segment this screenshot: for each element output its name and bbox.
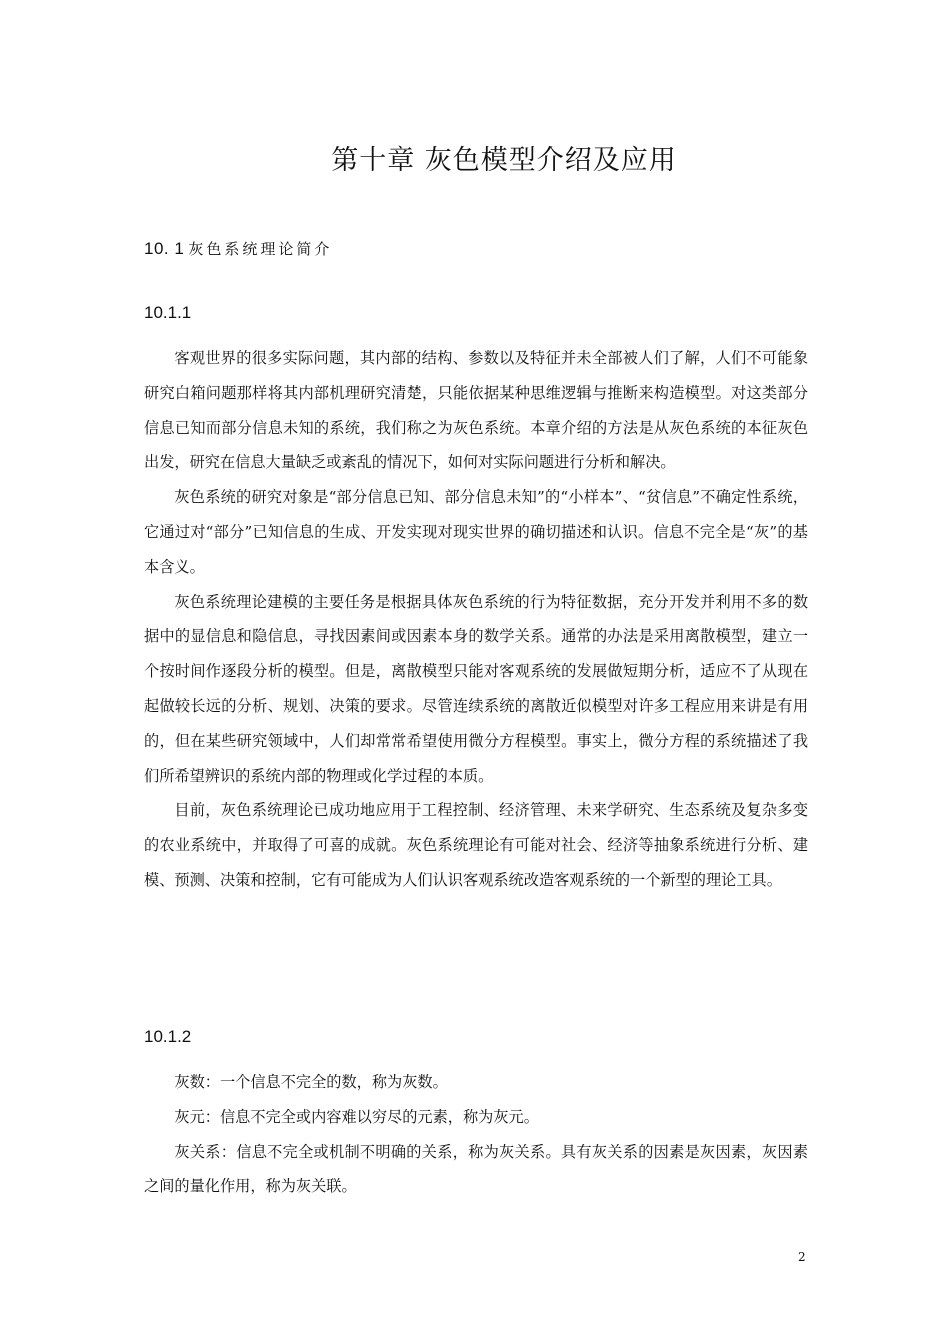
subsection-body-1	[144, 341, 808, 898]
paragraph: 客观世界的很多实际问题，其内部的结构、参数以及特征并未全部被人们了解，人们不可能象研究白箱问题那样将其内部机理研究清楚，只能依据某种思维逻辑与推断来构造模型。对这类部分信息已知而部分信息未知的系统，我们称之为灰色系统。本章介绍的方法是从灰色系统的本征灰色出发，研究在信息大量缺乏或紊乱的情况下，如何对实际问题进行分析和解决。	[144, 349, 808, 472]
section-heading	[144, 238, 332, 259]
section-number: 10. 1	[144, 239, 185, 258]
section-title: 灰色系统理论简介	[188, 241, 333, 258]
subsection-body-2	[144, 1065, 808, 1204]
paragraph: 灰色系统的研究对象是“部分信息已知、部分信息未知”的“小样本”、“贫信息”不确定性系统，它通过对“部分”已知信息的生成、开发实现对现实世界的确切描述和认识。信息不完全是“灰”的基本含义。	[144, 488, 808, 576]
paragraph: 灰关系：信息不完全或机制不明确的关系，称为灰关系。具有灰关系的因素是灰因素，灰因素之间的量化作用，称为灰关联。	[144, 1142, 808, 1196]
subsection-heading-1: 10.1.1	[144, 303, 192, 322]
paragraph: 灰色系统理论建模的主要任务是根据具体灰色系统的行为特征数据，充分开发并利用不多的数据中的显信息和隐信息，寻找因素间或因素本身的数学关系。通常的办法是采用离散模型，建立一个按时间作逐段分析的模型。但是，离散模型只能对客观系统的发展做短期分析，适应不了从现在起做较长远的分析、规划、决策的要求。尽管连续系统的离散近似模型对许多工程应用来讲是有用的，但在某些研究领域中，人们却常常希望使用微分方程模型。事实上，微分方程的系统描述了我们所希望辨识的系统内部的物理或化学过程的本质。	[144, 592, 808, 785]
paragraph: 灰数：一个信息不完全的数，称为灰数。	[174, 1073, 448, 1091]
paragraph: 灰元：信息不完全或内容难以穷尽的元素，称为灰元。	[174, 1107, 539, 1126]
subsection-heading-2: 10.1.2	[144, 1027, 192, 1046]
page-number: 2	[798, 1250, 806, 1264]
chapter-title: 第十章 灰色模型介绍及应用	[331, 145, 677, 176]
paragraph: 目前，灰色系统理论已成功地应用于工程控制、经济管理、未来学研究、生态系统及复杂多变的农业系统中，并取得了可喜的成就。灰色系统理论有可能对社会、经济等抽象系统进行分析、建模、预测、决策和控制，它有可能成为人们认识客观系统改造客观系统的一个新型的理论工具。	[144, 801, 808, 889]
